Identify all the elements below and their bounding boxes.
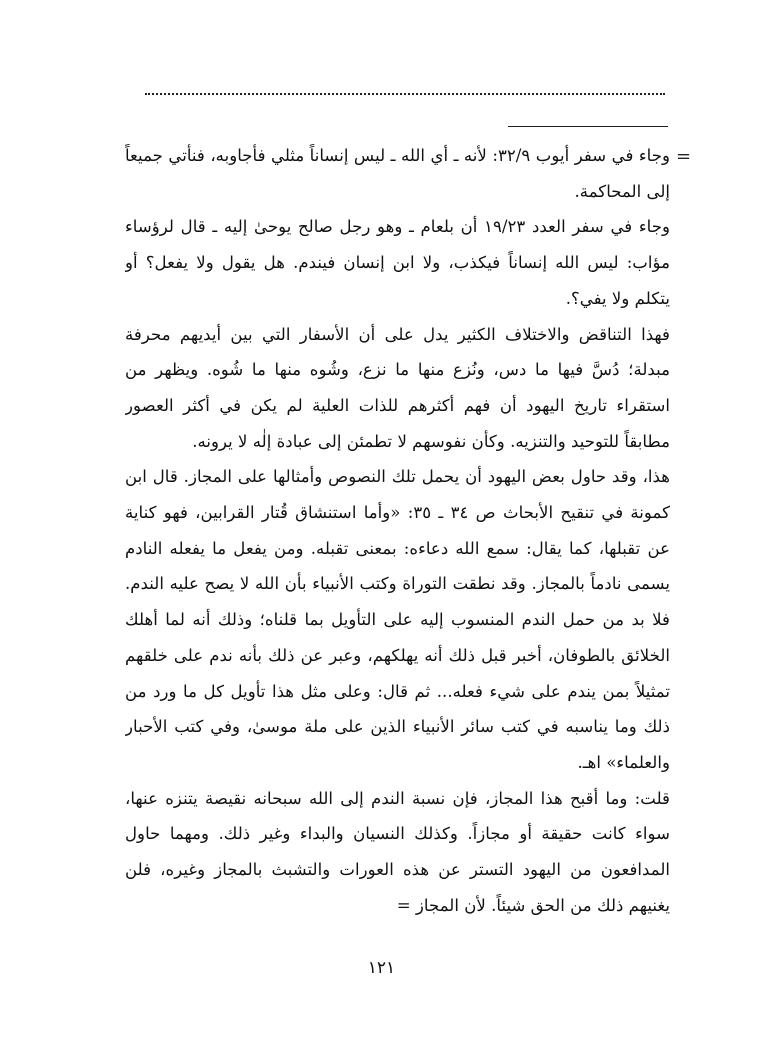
- top-dotted-rule: [145, 93, 665, 95]
- paragraph-contradiction: فهذا التناقض والاختلاف الكثير يدل على أن الأسفار التي بين أيديهم محرفة مبدلة؛ دُسَّ فيها ما دس، ونُزع منها ما نزع، وشُوه منها ما شُوه. ويظهر من استقراء تاريخ اليهود أن فهم أكثرهم للذات العلية لم يكن في أكثر العصور مطابقاً للتوحيد والتنزيه. وكأن نفوسهم لا تطمئن إلى عبادة إلٰه لا يرونه.: [125, 324, 670, 451]
- paragraph-ibn-kammuna: هذا، وقد حاول بعض اليهود أن يحمل تلك النصوص وأمثالها على المجاز. قال ابن كمونة في تنقيح الأبحاث ص ٣٤ ـ ٣٥: «وأما استنشاق قُتار القرابين، فهو كناية عن تقبلها، كما يقال: سمع الله دعاءه: بمعنى تقبله. ومن يفعل ما يفعله النادم يسمى نادماً بالمجاز. وقد نطقت التوراة وكتب الأنبياء بأن الله لا يصح عليه الندم. فلا بد من حمل الندم المنسوب إليه على التأويل بما قلناه؛ وذلك أنه لما أهلك الخلائق بالطوفان، أخبر قبل ذلك أنه يهلكهم، وعبر عن ذلك بأنه ندم على خلقهم تمثيلاً بمن يندم على شيء فعله... ثم قال: وعلى مثل هذا تأويل كل ما ورد من ذلك وما يناسبه في كتب سائر الأنبياء الذين على ملة موسىٰ، وفي كتب الأحبار والعلماء» اهـ.: [125, 467, 670, 772]
- footnote-text: [125, 138, 670, 958]
- paragraph-author-comment: قلت: وما أقبح هذا المجاز، فإن نسبة الندم إلى الله سبحانه نقيصة يتنزه عنها، سواء كانت حقيقة أو مجازاً. وكذلك النسيان والبداء وغير ذلك. ومهما حاول المدافعون من اليهود التستر عن هذه العورات والتشبث بالمجاز وغيره، فلن يغنيهم ذلك من الحق شيئاً. لأن المجاز =: [125, 788, 670, 915]
- page-number: ١٢١: [367, 958, 396, 978]
- paragraph-job: وجاء في سفر أيوب ٣٢/٩: لأنه ـ أي الله ـ ليس إنساناً مثلي فأجاوبه، فنأتي جميعاً إلى المحاكمة.: [125, 146, 670, 201]
- footnote-separator: [508, 126, 668, 127]
- continuation-marker: =: [676, 146, 692, 167]
- paragraph-numbers: وجاء في سفر العدد ١٩/٢٣ أن بلعام ـ وهو رجل صالح يوحىٰ إليه ـ قال لرؤساء مؤاب: ليس الله إنساناً فيكذب، ولا ابن إنسان فيندم. هل يقول ولا يفعل؟ أو يتكلم ولا يفي؟.: [125, 217, 670, 308]
